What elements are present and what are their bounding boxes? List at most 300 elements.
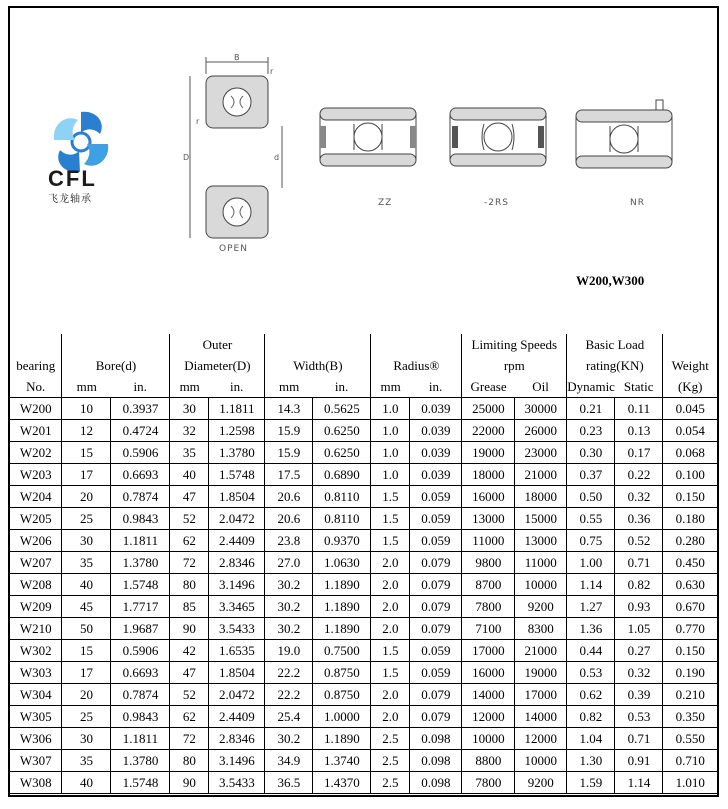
table-row — [10, 728, 717, 750]
table-cell: 0.8750 — [313, 684, 371, 706]
table-row — [10, 618, 717, 640]
table-row — [10, 442, 717, 464]
table-cell: 0.75 — [567, 530, 615, 552]
table-row — [10, 684, 717, 706]
table-cell: 0.079 — [410, 706, 462, 728]
table-cell: 0.5906 — [111, 640, 170, 662]
table-cell: 1.59 — [567, 772, 615, 794]
table-cell: 11000 — [462, 530, 515, 552]
table-cell: 90 — [170, 618, 209, 640]
table-cell: 40 — [170, 464, 209, 486]
unit-mm: mm — [62, 376, 111, 398]
table-cell: 0.91 — [615, 750, 663, 772]
table-cell: 8700 — [462, 574, 515, 596]
table-cell: 0.280 — [663, 530, 717, 552]
table-cell: 2.4409 — [209, 706, 265, 728]
table-cell: 1.1890 — [313, 618, 371, 640]
table-cell: 1.5748 — [111, 574, 170, 596]
table-cell: 10000 — [462, 728, 515, 750]
table-row — [10, 486, 717, 508]
table-cell: 3.5433 — [209, 772, 265, 794]
unit-in: in. — [313, 376, 371, 398]
bearing-number-cell: W200 — [10, 398, 62, 420]
nr-label: NR — [630, 198, 645, 208]
table-cell: 10000 — [515, 574, 567, 596]
table-cell: 0.180 — [663, 508, 717, 530]
table-cell: 2.0 — [371, 552, 410, 574]
header-weight: Weight — [663, 355, 717, 376]
table-cell: 35 — [170, 442, 209, 464]
table-cell: 2.4409 — [209, 530, 265, 552]
table-row — [10, 530, 717, 552]
table-row — [10, 662, 717, 684]
table-cell: 0.039 — [410, 420, 462, 442]
unit-mm: mm — [371, 376, 410, 398]
table-row — [10, 508, 717, 530]
bearing-number-cell: W206 — [10, 530, 62, 552]
table-cell: 1.1890 — [313, 574, 371, 596]
table-cell: 25 — [62, 508, 111, 530]
table-cell: 0.37 — [567, 464, 615, 486]
table-cell: 0.23 — [567, 420, 615, 442]
table-cell: 19000 — [462, 442, 515, 464]
table-cell: 1.7717 — [111, 596, 170, 618]
table-cell: 0.4724 — [111, 420, 170, 442]
table-cell: 17 — [62, 464, 111, 486]
table-cell: 16000 — [462, 486, 515, 508]
table-cell: 0.36 — [615, 508, 663, 530]
table-cell: 30.2 — [265, 596, 313, 618]
table-cell: 18000 — [515, 486, 567, 508]
table-cell: 30.2 — [265, 618, 313, 640]
outer-dia-label: D — [183, 153, 190, 162]
table-cell: 0.670 — [663, 596, 717, 618]
table-cell: 22000 — [462, 420, 515, 442]
table-cell: 2.0472 — [209, 508, 265, 530]
table-cell: 22.2 — [265, 684, 313, 706]
table-cell: 40 — [62, 574, 111, 596]
table-cell: 15.9 — [265, 420, 313, 442]
table-cell: 40 — [62, 772, 111, 794]
table-cell: 0.045 — [663, 398, 717, 420]
table-cell: 1.1811 — [111, 530, 170, 552]
table-cell: 8300 — [515, 618, 567, 640]
2rs-label: -2RS — [484, 198, 509, 208]
bearing-number-cell: W210 — [10, 618, 62, 640]
table-cell: 0.098 — [410, 750, 462, 772]
table-cell: 1.27 — [567, 596, 615, 618]
table-cell: 25000 — [462, 398, 515, 420]
table-cell: 0.44 — [567, 640, 615, 662]
catalog-page — [8, 6, 719, 797]
bearing-number-cell: W201 — [10, 420, 62, 442]
brand-name: CFL — [48, 166, 97, 191]
table-cell: 13000 — [515, 530, 567, 552]
table-cell: 1.1811 — [209, 398, 265, 420]
table-cell: 0.450 — [663, 552, 717, 574]
header-width: Width(B) — [265, 355, 371, 376]
table-row — [10, 640, 717, 662]
bearing-number-cell: W207 — [10, 552, 62, 574]
table-cell: 0.21 — [567, 398, 615, 420]
bearing-number-cell: W203 — [10, 464, 62, 486]
table-cell: 1.2598 — [209, 420, 265, 442]
bearing-number-cell: W307 — [10, 750, 62, 772]
table-cell: 17 — [62, 662, 111, 684]
table-cell: 0.150 — [663, 640, 717, 662]
table-cell: 30.2 — [265, 728, 313, 750]
table-cell: 45 — [62, 596, 111, 618]
table-cell: 12000 — [462, 706, 515, 728]
table-cell: 1.36 — [567, 618, 615, 640]
table-cell: 0.30 — [567, 442, 615, 464]
table-cell: 42 — [170, 640, 209, 662]
table-row — [10, 464, 717, 486]
table-cell: 3.5433 — [209, 618, 265, 640]
table-cell: 7800 — [462, 772, 515, 794]
zz-label: ZZ — [378, 198, 393, 208]
table-cell: 72 — [170, 552, 209, 574]
nr-bearing-diagram — [572, 98, 684, 172]
table-cell: 1.4370 — [313, 772, 371, 794]
table-cell: 1.3740 — [313, 750, 371, 772]
table-cell: 1.0 — [371, 464, 410, 486]
table-cell: 0.27 — [615, 640, 663, 662]
table-cell: 0.9843 — [111, 508, 170, 530]
table-cell: 1.5 — [371, 530, 410, 552]
table-cell: 0.82 — [567, 706, 615, 728]
header-outer-diameter: Diameter(D) — [170, 355, 265, 376]
table-cell: 36.5 — [265, 772, 313, 794]
table-cell: 62 — [170, 706, 209, 728]
table-cell: 0.079 — [410, 596, 462, 618]
table-cell: 1.04 — [567, 728, 615, 750]
table-cell: 0.550 — [663, 728, 717, 750]
brand-chinese-name: 飞龙轴承 — [48, 194, 92, 205]
table-cell: 0.5625 — [313, 398, 371, 420]
width-dim-label: B — [234, 53, 240, 62]
header-no: No. — [10, 376, 62, 398]
table-cell: 23000 — [515, 442, 567, 464]
table-row — [10, 706, 717, 728]
table-cell: 0.210 — [663, 684, 717, 706]
unit-in: in. — [209, 376, 265, 398]
table-cell: 0.52 — [615, 530, 663, 552]
open-label: OPEN — [219, 244, 248, 254]
specification-table — [10, 334, 717, 794]
table-cell: 1.5 — [371, 662, 410, 684]
table-row — [10, 750, 717, 772]
header-radius: Radius® — [371, 355, 462, 376]
table-cell: 50 — [62, 618, 111, 640]
table-cell: 20.6 — [265, 486, 313, 508]
table-row — [10, 574, 717, 596]
open-bearing-diagram — [170, 52, 290, 252]
unit-in: in. — [410, 376, 462, 398]
table-cell: 17.5 — [265, 464, 313, 486]
table-cell: 0.059 — [410, 486, 462, 508]
bearing-number-cell: W303 — [10, 662, 62, 684]
table-cell: 1.00 — [567, 552, 615, 574]
table-cell: 0.068 — [663, 442, 717, 464]
table-cell: 0.9370 — [313, 530, 371, 552]
bearing-number-cell: W304 — [10, 684, 62, 706]
table-cell: 27.0 — [265, 552, 313, 574]
2rs-bearing-diagram — [446, 104, 550, 170]
table-cell: 7100 — [462, 618, 515, 640]
table-cell: 0.53 — [567, 662, 615, 684]
header-rating: rating(KN) — [567, 355, 663, 376]
table-cell: 12000 — [515, 728, 567, 750]
table-cell: 19000 — [515, 662, 567, 684]
table-cell: 8800 — [462, 750, 515, 772]
table-cell: 0.150 — [663, 486, 717, 508]
table-cell: 0.62 — [567, 684, 615, 706]
table-cell: 35 — [62, 750, 111, 772]
table-cell: 1.0 — [371, 398, 410, 420]
header-outer: Outer — [170, 334, 265, 355]
table-cell: 0.9843 — [111, 706, 170, 728]
table-cell: 0.710 — [663, 750, 717, 772]
radius-label-top: r — [270, 67, 274, 76]
table-cell: 1.3780 — [111, 750, 170, 772]
table-cell: 0.630 — [663, 574, 717, 596]
table-cell: 0.079 — [410, 552, 462, 574]
table-cell: 34.9 — [265, 750, 313, 772]
table-cell: 30.2 — [265, 574, 313, 596]
table-cell: 15 — [62, 442, 111, 464]
table-cell: 2.0 — [371, 684, 410, 706]
header-grease: Grease — [462, 376, 515, 398]
table-cell: 0.39 — [615, 684, 663, 706]
table-cell: 1.5748 — [111, 772, 170, 794]
table-cell: 0.17 — [615, 442, 663, 464]
table-cell: 9800 — [462, 552, 515, 574]
table-cell: 80 — [170, 574, 209, 596]
bearing-number-cell: W204 — [10, 486, 62, 508]
table-cell: 0.11 — [615, 398, 663, 420]
bearing-number-cell: W308 — [10, 772, 62, 794]
table-cell: 1.3780 — [111, 552, 170, 574]
table-cell: 15000 — [515, 508, 567, 530]
table-cell: 35 — [62, 552, 111, 574]
table-cell: 2.0 — [371, 596, 410, 618]
table-cell: 9200 — [515, 596, 567, 618]
header-limiting-speeds: Limiting Speeds — [462, 334, 567, 355]
bearing-number-cell: W202 — [10, 442, 62, 464]
table-cell: 0.079 — [410, 618, 462, 640]
table-cell: 52 — [170, 684, 209, 706]
bore-label: d — [274, 153, 280, 162]
table-cell: 1.9687 — [111, 618, 170, 640]
table-cell: 0.55 — [567, 508, 615, 530]
table-row — [10, 552, 717, 574]
table-cell: 0.6250 — [313, 420, 371, 442]
table-cell: 17000 — [515, 684, 567, 706]
table-cell: 1.1811 — [111, 728, 170, 750]
table-cell: 12 — [62, 420, 111, 442]
bearing-number-cell: W209 — [10, 596, 62, 618]
table-cell: 2.0472 — [209, 684, 265, 706]
table-cell: 25 — [62, 706, 111, 728]
table-cell: 80 — [170, 750, 209, 772]
bearing-number-cell: W302 — [10, 640, 62, 662]
table-cell: 2.0 — [371, 574, 410, 596]
table-cell: 9200 — [515, 772, 567, 794]
header-kg: (Kg) — [663, 376, 717, 398]
table-cell: 90 — [170, 772, 209, 794]
table-cell: 1.5748 — [209, 464, 265, 486]
table-cell: 0.770 — [663, 618, 717, 640]
table-cell: 0.098 — [410, 728, 462, 750]
table-cell: 0.7874 — [111, 486, 170, 508]
table-cell: 14000 — [462, 684, 515, 706]
table-cell: 2.5 — [371, 728, 410, 750]
table-cell: 0.039 — [410, 464, 462, 486]
zz-bearing-diagram — [316, 104, 420, 170]
table-row — [10, 772, 717, 794]
table-cell: 85 — [170, 596, 209, 618]
table-cell: 0.53 — [615, 706, 663, 728]
table-cell: 16000 — [462, 662, 515, 684]
table-cell: 2.0 — [371, 706, 410, 728]
table-cell: 13000 — [462, 508, 515, 530]
table-cell: 0.32 — [615, 486, 663, 508]
table-cell: 0.13 — [615, 420, 663, 442]
bearing-number-cell: W305 — [10, 706, 62, 728]
table-cell: 52 — [170, 508, 209, 530]
table-cell: 21000 — [515, 640, 567, 662]
table-cell: 0.6890 — [313, 464, 371, 486]
header-static: Static — [615, 376, 663, 398]
table-cell: 19.0 — [265, 640, 313, 662]
table-cell: 0.6693 — [111, 464, 170, 486]
table-cell: 0.059 — [410, 662, 462, 684]
table-cell: 25.4 — [265, 706, 313, 728]
table-cell: 1.05 — [615, 618, 663, 640]
table-cell: 0.50 — [567, 486, 615, 508]
model-series-label: W200,W300 — [576, 273, 645, 288]
table-cell: 1.010 — [663, 772, 717, 794]
header-dynamic: Dynamic — [567, 376, 615, 398]
unit-in: in. — [111, 376, 170, 398]
table-cell: 2.8346 — [209, 728, 265, 750]
table-cell: 1.0630 — [313, 552, 371, 574]
table-row — [10, 596, 717, 618]
table-cell: 22.2 — [265, 662, 313, 684]
table-cell: 0.6693 — [111, 662, 170, 684]
table-cell: 0.93 — [615, 596, 663, 618]
table-cell: 10 — [62, 398, 111, 420]
table-cell: 1.8504 — [209, 662, 265, 684]
table-cell: 2.0 — [371, 618, 410, 640]
header-bearing: bearing — [10, 355, 62, 376]
table-cell: 14000 — [515, 706, 567, 728]
bearing-number-cell: W306 — [10, 728, 62, 750]
catalog-header — [10, 8, 717, 334]
table-cell: 0.7874 — [111, 684, 170, 706]
header-rpm: rpm — [462, 355, 567, 376]
table-cell: 1.5 — [371, 640, 410, 662]
bearing-number-cell: W208 — [10, 574, 62, 596]
table-cell: 30 — [170, 398, 209, 420]
table-cell: 3.1496 — [209, 574, 265, 596]
table-cell: 20 — [62, 684, 111, 706]
table-cell: 1.1890 — [313, 728, 371, 750]
table-cell: 3.3465 — [209, 596, 265, 618]
table-cell: 0.039 — [410, 398, 462, 420]
table-cell: 0.054 — [663, 420, 717, 442]
table-cell: 0.039 — [410, 442, 462, 464]
table-cell: 0.059 — [410, 640, 462, 662]
table-cell: 1.1890 — [313, 596, 371, 618]
table-cell: 0.100 — [663, 464, 717, 486]
table-cell: 0.190 — [663, 662, 717, 684]
table-cell: 0.350 — [663, 706, 717, 728]
bearing-number-cell: W205 — [10, 508, 62, 530]
table-cell: 1.6535 — [209, 640, 265, 662]
unit-mm: mm — [170, 376, 209, 398]
unit-mm: mm — [265, 376, 313, 398]
table-cell: 23.8 — [265, 530, 313, 552]
table-cell: 0.059 — [410, 508, 462, 530]
table-cell: 47 — [170, 662, 209, 684]
table-cell: 26000 — [515, 420, 567, 442]
table-cell: 20.6 — [265, 508, 313, 530]
table-cell: 7800 — [462, 596, 515, 618]
table-cell: 0.5906 — [111, 442, 170, 464]
table-cell: 21000 — [515, 464, 567, 486]
table-cell: 0.3937 — [111, 398, 170, 420]
table-cell: 72 — [170, 728, 209, 750]
table-cell: 10000 — [515, 750, 567, 772]
table-cell: 30000 — [515, 398, 567, 420]
header-bore: Bore(d) — [62, 355, 170, 376]
table-body — [10, 398, 717, 794]
table-cell: 2.8346 — [209, 552, 265, 574]
table-cell: 1.0000 — [313, 706, 371, 728]
header-oil: Oil — [515, 376, 567, 398]
table-cell: 15.9 — [265, 442, 313, 464]
table-cell: 0.059 — [410, 530, 462, 552]
table-cell: 3.1496 — [209, 750, 265, 772]
table-cell: 1.14 — [615, 772, 663, 794]
table-row — [10, 420, 717, 442]
table-cell: 2.5 — [371, 772, 410, 794]
table-cell: 2.5 — [371, 750, 410, 772]
table-cell: 30 — [62, 728, 111, 750]
table-cell: 1.0 — [371, 420, 410, 442]
table-cell: 0.8750 — [313, 662, 371, 684]
table-cell: 0.82 — [615, 574, 663, 596]
table-cell: 0.22 — [615, 464, 663, 486]
table-cell: 20 — [62, 486, 111, 508]
table-cell: 0.7500 — [313, 640, 371, 662]
table-cell: 0.6250 — [313, 442, 371, 464]
table-cell: 14.3 — [265, 398, 313, 420]
table-cell: 62 — [170, 530, 209, 552]
table-cell: 1.14 — [567, 574, 615, 596]
radius-label: r — [196, 117, 200, 126]
table-cell: 1.30 — [567, 750, 615, 772]
header-basic-load: Basic Load — [567, 334, 663, 355]
table-cell: 1.5 — [371, 508, 410, 530]
table-cell: 0.71 — [615, 552, 663, 574]
table-cell: 11000 — [515, 552, 567, 574]
table-cell: 1.8504 — [209, 486, 265, 508]
table-cell: 0.079 — [410, 574, 462, 596]
table-cell: 0.32 — [615, 662, 663, 684]
